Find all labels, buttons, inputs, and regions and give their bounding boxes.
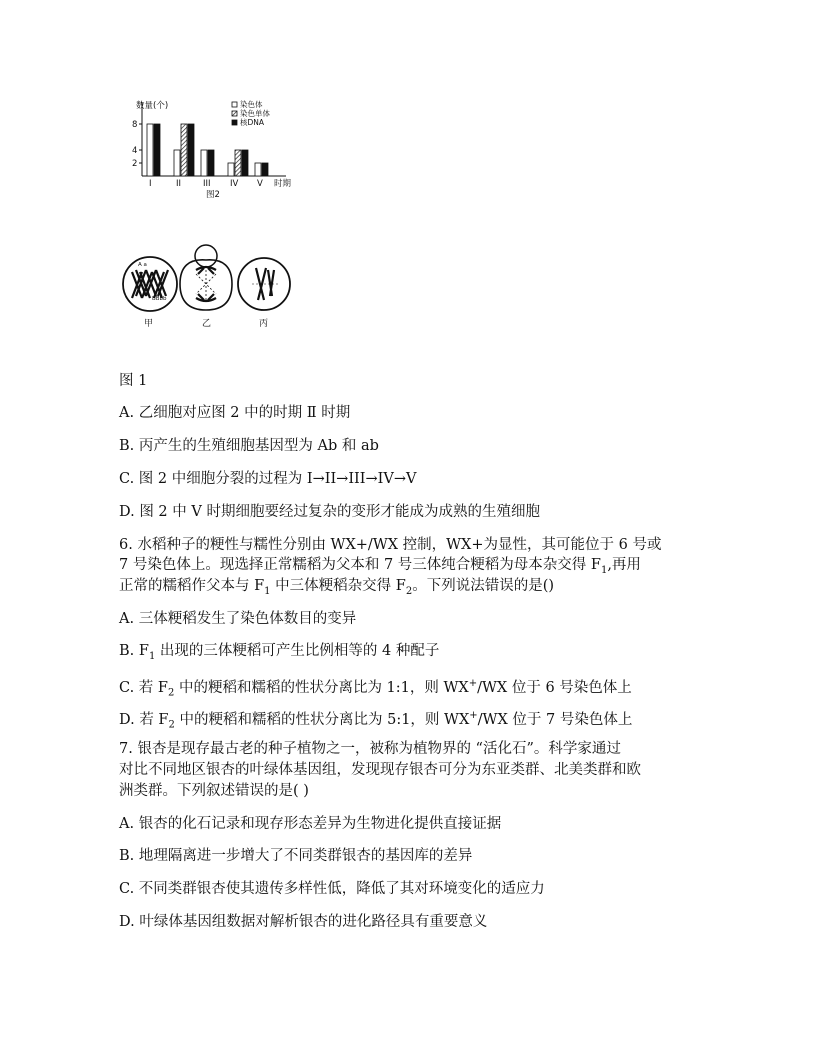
y-tick-label: 8: [132, 120, 138, 130]
cell-jia: [123, 257, 177, 311]
legend-swatch-hatched: [232, 111, 237, 116]
q6-option-c: C. 若 $F_2$ 中的粳稻和糯稻的性状分离比为 1:1，则 WX+/WX 位于 6 号染色体上: [119, 678, 632, 699]
chart-caption: 图2: [206, 190, 220, 200]
q6-stem-line2: 7 号染色体上。现选择正常糯稻为父本和 7 号三体纯合粳稻为母本杂交得 $F_1$,再用: [119, 557, 641, 576]
x-tick-label: IV: [230, 179, 239, 189]
bar-hatched-IV: [235, 150, 241, 176]
x-tick-label: I: [149, 179, 152, 189]
gene-labels-top: A a: [138, 262, 147, 268]
legend-label: 核DNA: [240, 118, 265, 127]
q6-option-b: B. $F_1$ 出现的三体粳稻可产生比例相等的 4 种配子: [119, 643, 440, 662]
legend-swatch-empty: [232, 102, 237, 107]
q7-stem-line1: 7. 银杏是现存最古老的种子植物之一，被称为植物界的 “活化石”。科学家通过: [119, 741, 621, 757]
y-tick-label: 2: [132, 159, 138, 169]
x-tick-label: III: [203, 179, 211, 189]
q7-option-a: A. 银杏的化石记录和现存形态差异为生物进化提供直接证据: [119, 816, 502, 832]
bar-empty-I: [147, 124, 153, 176]
q5-option-b: B. 丙产生的生殖细胞基因型为 Ab 和 ab: [119, 438, 379, 454]
q7-option-b: B. 地理隔离进一步增大了不同类群银杏的基因库的差异: [119, 848, 473, 864]
chart-legend: [232, 99, 270, 127]
q7-stem-line2: 对比不同地区银杏的叶绿体基因组，发现现存银杏可分为东亚类群、北美类群和欧: [119, 762, 641, 778]
q6-stem-line3: 正常的糯稻作父本与 $F_1$ 中三体粳稻杂交得 $F_2$。下列说法错误的是(): [119, 578, 555, 597]
q6-option-a: A. 三体粳稻发生了染色体数目的变异: [119, 611, 357, 627]
q6-stem-line1: 6. 水稻种子的粳性与糯性分别由 WX+/WX 控制，WX+为显性，其可能位于 6 号或: [119, 537, 662, 553]
cell-label-jia: 甲: [144, 319, 154, 329]
q6-option-d: D. 若 $F_2$ 中的粳稻和糯稻的性状分离比为 5:1，则 WX+/WX 位于 7 号染色体上: [119, 710, 633, 731]
cell-division-figure1: [118, 244, 298, 334]
chart-ylabel: 数量(个): [136, 101, 169, 111]
bar-empty-V: [255, 163, 261, 176]
y-tick-label: 4: [132, 146, 138, 156]
legend-label: 染色体: [240, 100, 263, 109]
bar-empty-IV: [228, 163, 234, 176]
bar-solid-IV: [242, 150, 248, 176]
bar-chart-figure2: [120, 96, 310, 206]
legend-label: 染色单体: [240, 109, 270, 118]
bar-solid-V: [262, 163, 268, 176]
bar-solid-II: [188, 124, 194, 176]
q5-option-c: C. 图 2 中细胞分裂的过程为 I→II→III→IV→V: [119, 471, 417, 487]
legend-swatch-solid: [232, 120, 237, 125]
q5-option-d: D. 图 2 中 V 时期细胞要经过复杂的变形才能成为成熟的生殖细胞: [119, 504, 540, 520]
bar-hatched-II: [181, 124, 187, 176]
cell-bing: [238, 258, 290, 310]
cell-yi: [180, 245, 232, 310]
figure1-caption: 图 1: [119, 373, 148, 389]
q7-stem-line3: 洲类群。下列叙述错误的是( ): [119, 783, 309, 799]
q5-option-a: A. 乙细胞对应图 2 中的时期 Ⅱ 时期: [119, 405, 351, 421]
bar-empty-III: [201, 150, 207, 176]
cell-label-bing: 丙: [259, 319, 269, 329]
q7-option-d: D. 叶绿体基因组数据对解析银杏的进化路径具有重要意义: [119, 914, 488, 930]
gene-labels-bottom: BBbb: [152, 296, 167, 302]
x-tick-label: II: [176, 179, 182, 189]
bar-empty-II: [174, 150, 180, 176]
q7-option-c: C. 不同类群银杏使其遗传多样性低，降低了其对环境变化的适应力: [119, 881, 545, 897]
chart-xlabel: 时期: [274, 179, 292, 189]
cell-label-yi: 乙: [202, 319, 212, 329]
bar-solid-I: [154, 124, 160, 176]
x-tick-label: V: [257, 179, 263, 189]
bar-solid-III: [208, 150, 214, 176]
